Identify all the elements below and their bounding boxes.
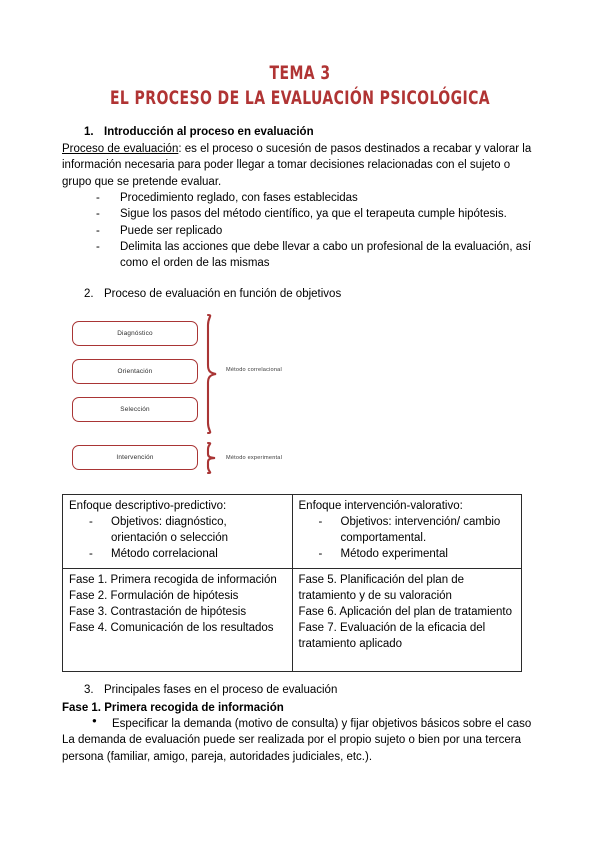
section-3-heading bbox=[62, 682, 538, 699]
document-title: TEMA 3 bbox=[269, 62, 331, 84]
phase-line: Fase 1. Primera recogida de información bbox=[69, 574, 277, 587]
phase-line: Fase 5. Planificación del plan de tratamiento y de su valoración bbox=[298, 574, 465, 603]
definition-paragraph bbox=[62, 141, 538, 190]
table-row bbox=[63, 494, 522, 568]
phase-1-heading: Fase 1. Primera recogida de información bbox=[62, 701, 284, 714]
table-row bbox=[63, 569, 522, 672]
list-item: - Delimita las acciones que debe llevar a cabo un profesional de la evaluación, así como el orden de las mismas bbox=[96, 239, 538, 272]
list-item: - Sigue los pasos del método científico, ya que el terapeuta cumple hipótesis. bbox=[96, 206, 538, 222]
document-subtitle: EL PROCESO DE LA EVALUACIÓN PSICOLÓGICA bbox=[109, 87, 491, 110]
section-2-number: 2. bbox=[84, 287, 94, 300]
section-3-title: Principales fases en el proceso de evaluación bbox=[104, 684, 338, 697]
section-1-number: 1. bbox=[84, 125, 94, 138]
diagram-box-label: Intervención bbox=[116, 453, 154, 461]
section-3-number: 3. bbox=[84, 684, 94, 697]
phase-line: Fase 7. Evaluación de la eficacia del tratamiento aplicado bbox=[298, 621, 486, 650]
section-1-title: Introducción al proceso en evaluación bbox=[104, 125, 314, 138]
definition-term: Proceso de evaluación bbox=[62, 143, 179, 156]
cell-list bbox=[69, 515, 286, 563]
table-cell-phases-5-7 bbox=[292, 569, 522, 672]
list-item: - Objetivos: intervención/ cambio comportamental. bbox=[319, 515, 516, 547]
diagram-box-seleccion bbox=[72, 397, 198, 422]
list-item: - Objetivos: diagnóstico, orientación o selección bbox=[89, 515, 286, 547]
approaches-phases-table bbox=[62, 494, 522, 672]
list-item: - Procedimiento reglado, con fases establecidas bbox=[96, 190, 538, 206]
objectives-diagram bbox=[62, 311, 538, 486]
table-cell-phases-1-4 bbox=[63, 569, 293, 672]
diagram-box-intervencion bbox=[72, 445, 198, 470]
brace-label-experimental: Método experimental bbox=[226, 454, 283, 461]
cell-heading: Enfoque intervención-valorativo: bbox=[298, 499, 463, 512]
diagram-box-diagnostico bbox=[72, 321, 198, 346]
phase-line: Fase 3. Contrastación de hipótesis bbox=[69, 606, 247, 619]
list-item: - Puede ser replicado bbox=[96, 223, 538, 239]
phase-line: Fase 6. Aplicación del plan de tratamiento bbox=[298, 606, 513, 619]
table-cell-intervention-approach bbox=[292, 494, 522, 568]
brace-experimental-icon bbox=[204, 441, 222, 475]
list-item: ● Especificar la demanda (motivo de consulta) y fijar objetivos básicos sobre el caso bbox=[92, 716, 538, 732]
section-3-paragraph: La demanda de evaluación puede ser realizada por el propio sujeto o bien por una tercera persona (familiar, amigo, pareja, autoridades judiciales, etc.). bbox=[62, 734, 522, 763]
phase-line: Fase 2. Formulación de hipótesis bbox=[69, 590, 239, 603]
definition-body: : es el proceso o sucesión de pasos destinados a recabar y valorar la información necesaria para poder llegar a tomar decisiones relacionadas con el sujeto o grupo que se pretende evaluar. bbox=[62, 143, 532, 188]
diagram-box-label: Diagnóstico bbox=[117, 329, 153, 337]
cell-list bbox=[299, 515, 516, 563]
section-2-heading bbox=[62, 286, 538, 303]
diagram-box-orientacion bbox=[72, 359, 198, 384]
section-3-bullet-list bbox=[62, 716, 538, 732]
brace-correlacional-icon bbox=[204, 313, 222, 435]
section-1-heading bbox=[62, 124, 538, 141]
phase-line: Fase 4. Comunicación de los resultados bbox=[69, 621, 274, 634]
brace-label-correlacional: Método correlacional bbox=[226, 366, 282, 373]
diagram-box-label: Selección bbox=[120, 405, 150, 413]
table-cell-descriptive-approach bbox=[63, 494, 293, 568]
section-1-bullet-list bbox=[62, 190, 538, 272]
cell-heading: Enfoque descriptivo-predictivo: bbox=[69, 499, 227, 512]
list-item: - Método correlacional bbox=[89, 547, 286, 563]
section-2-title: Proceso de evaluación en función de objetivos bbox=[104, 287, 342, 300]
list-item: - Método experimental bbox=[319, 547, 516, 563]
title-block bbox=[62, 0, 538, 110]
diagram-box-label: Orientación bbox=[117, 367, 153, 375]
